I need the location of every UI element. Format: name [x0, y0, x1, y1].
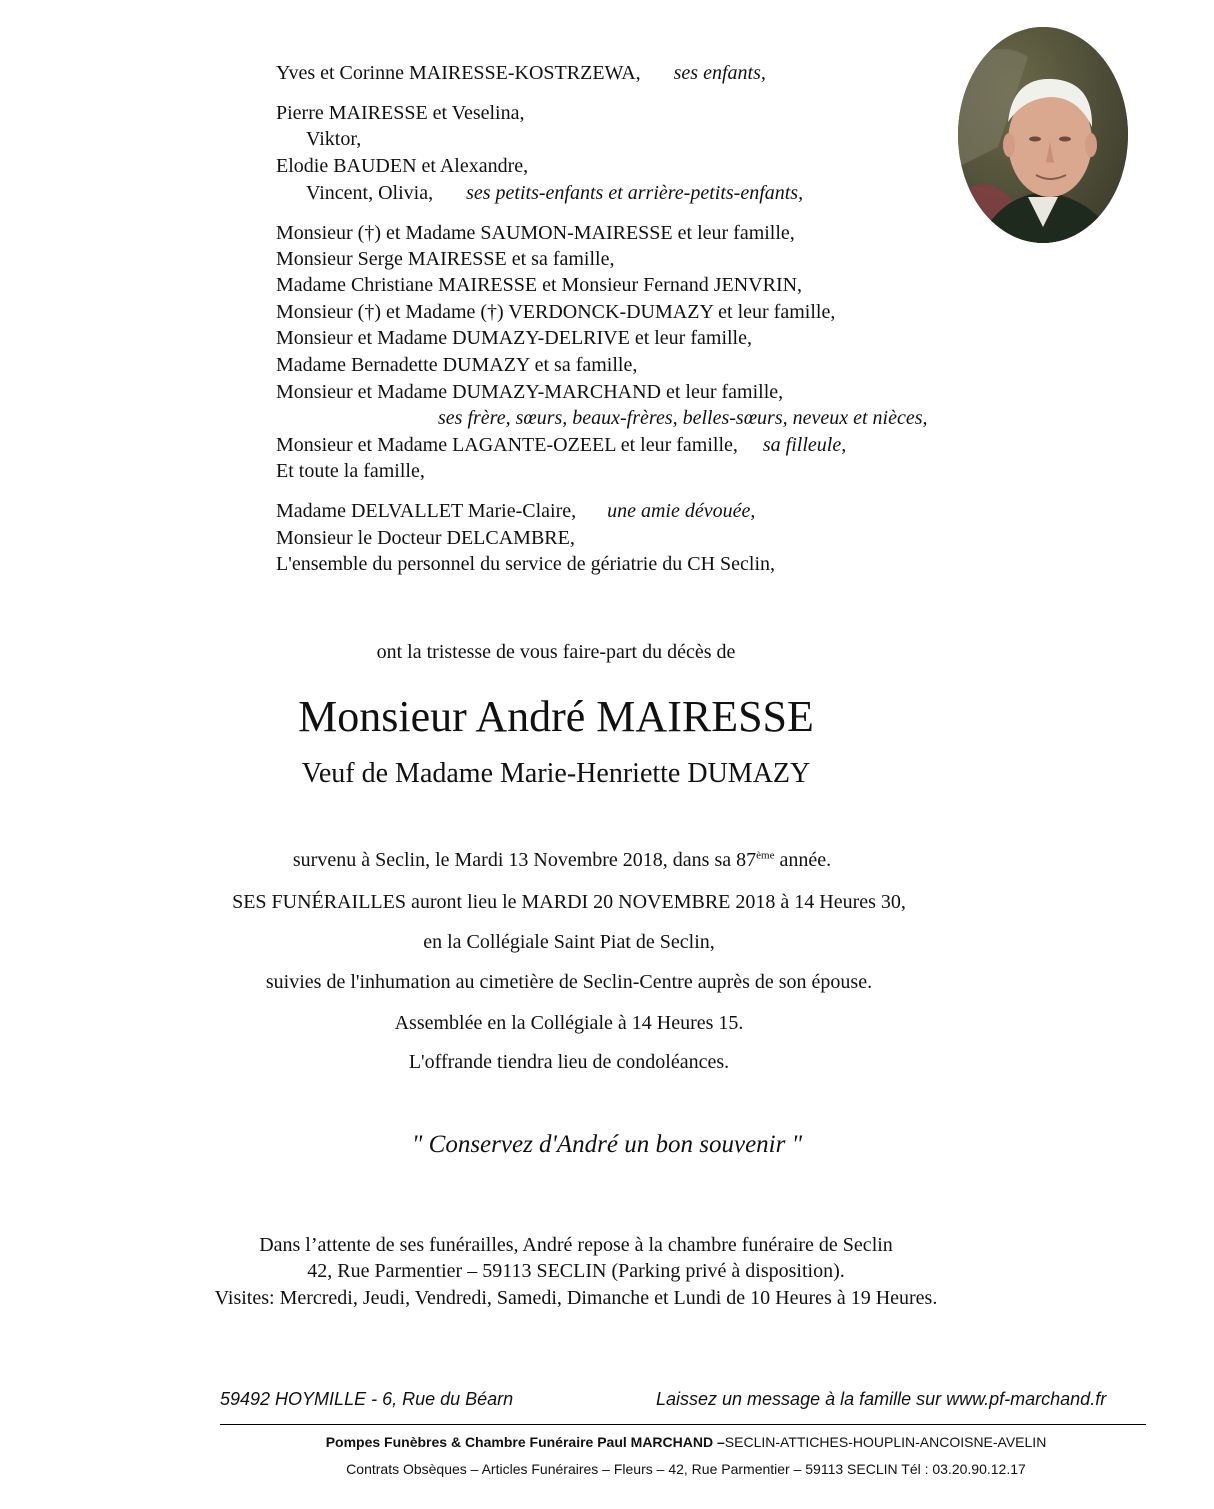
memorial-quote: " Conservez d'André un bon souvenir " — [411, 1131, 803, 1158]
assembly: Assemblée en la Collégiale à 14 Heures 15. — [394, 1012, 744, 1034]
death-text: survenu à Seclin, le Mardi 13 Novembre 2018, dans sa 87 — [292, 849, 757, 871]
deceased-portrait — [958, 27, 1128, 243]
godchild-name: Monsieur et Madame LAGANTE-OZEEL et leur famille, — [276, 434, 738, 456]
footer-company — [0, 1434, 1214, 1450]
announcement-intro: ont la tristesse de vous faire-part du décès de — [376, 641, 736, 663]
grandchild-1: Pierre MAIRESSE et Veselina, — [276, 102, 525, 124]
deceased-name: Monsieur André MAIRESSE — [298, 692, 814, 741]
company-locations: SECLIN-ATTICHES-HOUPLIN-ANCOISNE-AVELIN — [724, 1434, 1047, 1450]
siblings-role: ses frère, sœurs, beaux-frères, belles-sœurs, neveux et nièces, — [438, 407, 928, 429]
burial: suivies de l'inhumation au cimetière de Seclin-Centre auprès de son épouse. — [265, 971, 873, 993]
children-line — [276, 60, 766, 86]
footer-divider — [220, 1424, 1146, 1425]
company-name: Pompes Funèbres & Chambre Funéraire Paul MARCHAND – — [325, 1434, 725, 1450]
footer-message: Laissez un message à la famille sur www.pf-marchand.fr — [656, 1389, 1107, 1409]
sibling-5: Monsieur et Madame DUMAZY-DELRIVE et leur famille, — [276, 327, 752, 349]
visits-line-3: Visites: Mercredi, Jeudi, Vendredi, Samedi, Dimanche et Lundi de 10 Heures à 19 Heures. — [214, 1287, 938, 1309]
godchild-line — [276, 432, 846, 458]
doctor: Monsieur le Docteur DELCAMBRE, — [276, 527, 575, 549]
visits-line-1: Dans l’attente de ses funérailles, André repose à la chambre funéraire de Seclin — [259, 1234, 893, 1256]
all-family: Et toute la famille, — [276, 460, 425, 482]
children-names: Yves et Corinne MAIRESSE-KOSTRZEWA, — [276, 62, 641, 84]
footer-address: 59492 HOYMILLE - 6, Rue du Béarn — [220, 1389, 514, 1409]
death-year-text: année. — [774, 849, 832, 871]
friend-name: Madame DELVALLET Marie-Claire, — [276, 500, 577, 522]
church: en la Collégiale Saint Piat de Seclin, — [423, 931, 715, 953]
sibling-2: Monsieur Serge MAIRESSE et sa famille, — [276, 248, 615, 270]
grandchild-1-child: Viktor, — [306, 128, 362, 150]
death-ordinal: ème — [756, 849, 775, 862]
children-role: ses enfants, — [673, 62, 766, 84]
widower-line: Veuf de Madame Marie-Henriette DUMAZY — [301, 758, 811, 789]
funeral-details: SES FUNÉRAILLES auront lieu le MARDI 20 NOVEMBRE 2018 à 14 Heures 30, — [232, 891, 906, 913]
grandchild-2: Elodie BAUDEN et Alexandre, — [276, 155, 529, 177]
grandchild-2-children-line — [306, 180, 803, 206]
friend-line — [276, 498, 755, 524]
godchild-role: sa filleule, — [762, 434, 847, 456]
offering: L'offrande tiendra lieu de condoléances. — [408, 1051, 730, 1073]
visits-line-2: 42, Rue Parmentier – 59113 SECLIN (Parking privé à disposition). — [307, 1260, 845, 1282]
sibling-6: Madame Bernadette DUMAZY et sa famille, — [276, 354, 638, 376]
footer-contact: Contrats Obsèques – Articles Funéraires – Fleurs – 42, Rue Parmentier – 59113 SECLIN Tél : 03.20.90.12.17 — [346, 1461, 1026, 1477]
sibling-3: Madame Christiane MAIRESSE et Monsieur Fernand JENVRIN, — [276, 274, 803, 296]
sibling-1: Monsieur (†) et Madame SAUMON-MAIRESSE et leur famille, — [276, 222, 795, 244]
portrait-image — [958, 27, 1128, 243]
hospital-staff: L'ensemble du personnel du service de gériatrie du CH Seclin, — [276, 553, 776, 575]
grandchildren-role: ses petits-enfants et arrière-petits-enfants, — [466, 182, 804, 204]
sibling-4: Monsieur (†) et Madame (†) VERDONCK-DUMAZY et leur famille, — [276, 301, 836, 323]
death-details — [0, 849, 1169, 872]
friend-role: une amie dévouée, — [607, 500, 756, 522]
sibling-7: Monsieur et Madame DUMAZY-MARCHAND et leur famille, — [276, 381, 784, 403]
grandchild-2-children: Vincent, Olivia, — [306, 182, 434, 204]
